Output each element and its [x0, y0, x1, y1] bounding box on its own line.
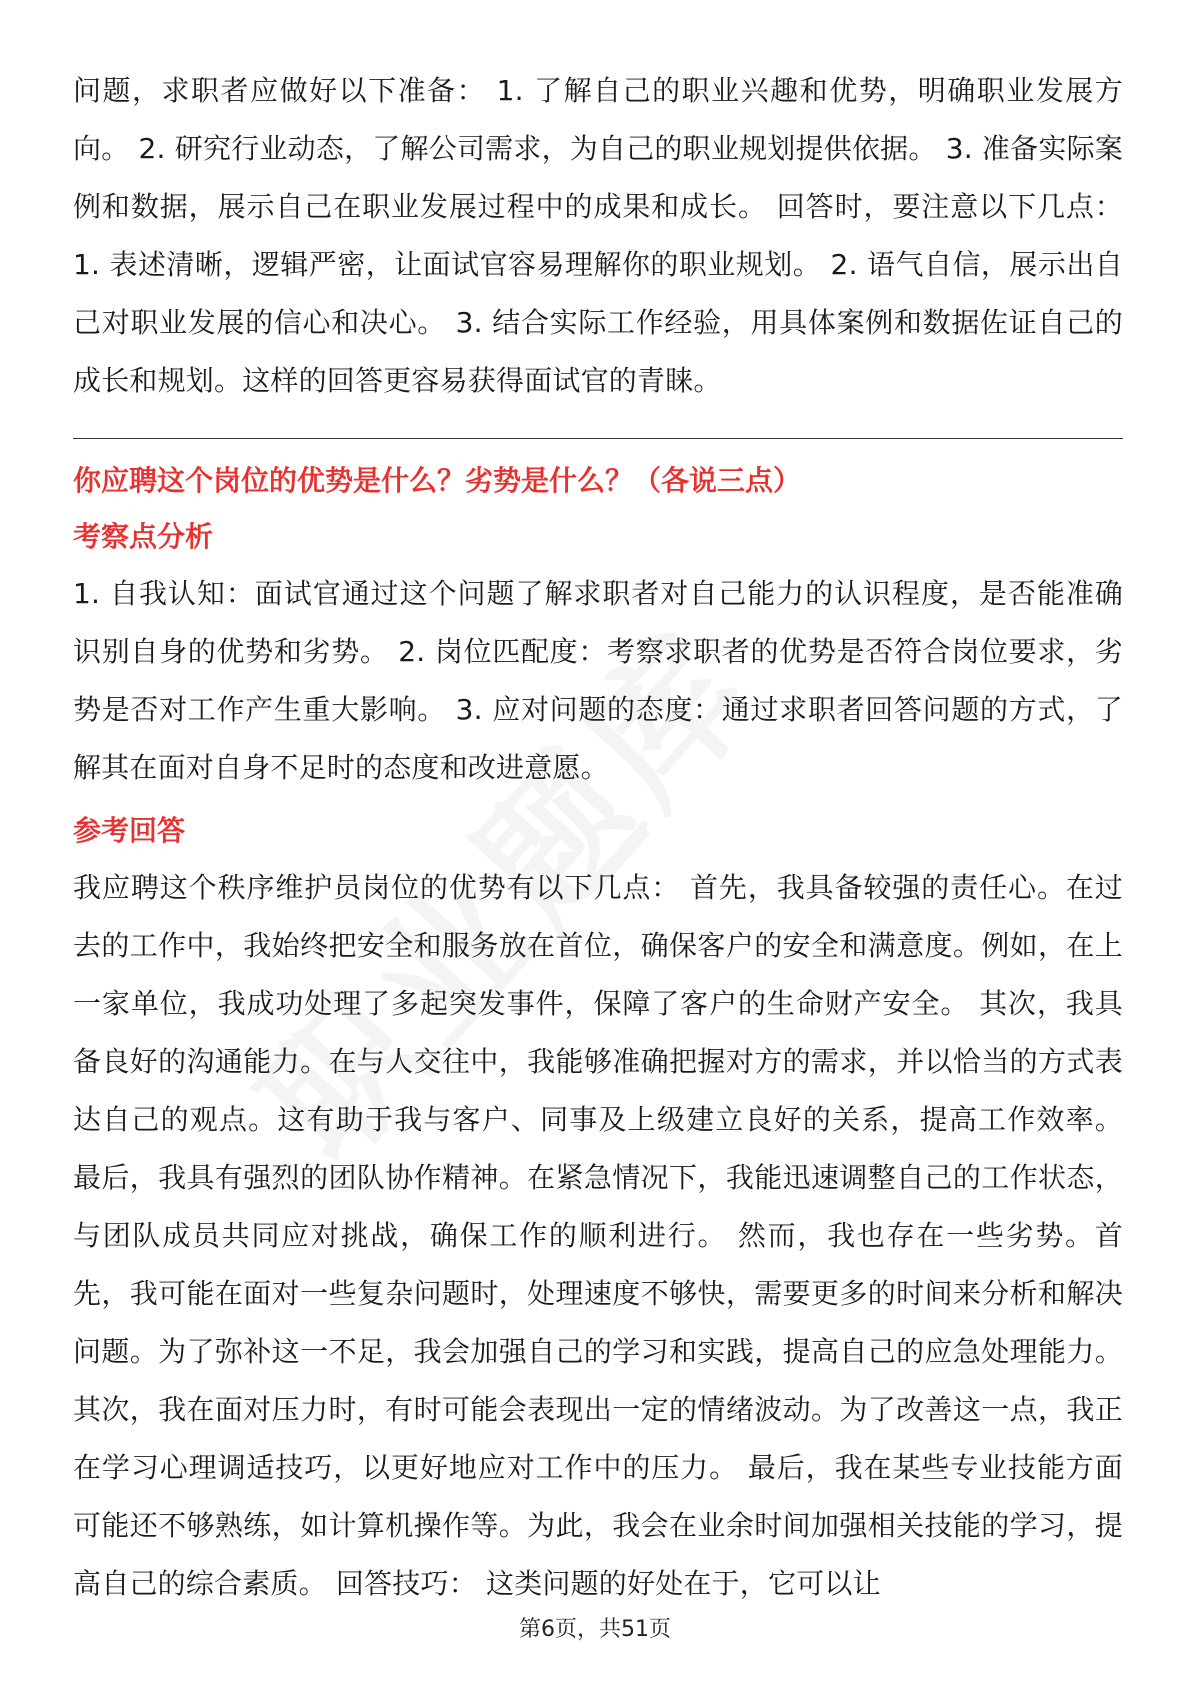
question-title: 你应聘这个岗位的优势是什么？劣势是什么？（各说三点） — [73, 464, 802, 497]
page-number: 第6页，共51页 — [519, 1617, 671, 1642]
document-page — [73, 62, 1123, 1613]
analysis-heading: 考察点分析 — [73, 520, 214, 553]
intro-paragraph: 问题，求职者应做好以下准备： 1. 了解自己的职业兴趣和优势，明确职业发展方向。 2. 研究行业动态，了解公司需求，为自己的职业规划提供依据。 3. 准备实际案例和数据，展示自己在职业发展过程中的成果和成长。 回答时，要注意以下几点： 1. 表述清晰，逻辑严密，让面试官容易理解你的职业规划。 2. 语气自信，展示出自己对职业发展的信心和决心。 3. 结合实际工作经验，用具体案例和数据佐证自己的成长和规划。这样的回答更容易获得面试官的青睐。 — [73, 74, 1123, 397]
section-divider — [73, 438, 1123, 439]
reference-body: 我应聘这个秩序维护员岗位的优势有以下几点： 首先，我具备较强的责任心。在过去的工作中，我始终把安全和服务放在首位，确保客户的安全和满意度。例如，在上一家单位，我成功处理了多起突发事件，保障了客户的生命财产安全。 其次，我具备良好的沟通能力。在与人交往中，我能够准确把握对方的需求，并以恰当的方式表达自己的观点。这有助于我与客户、同事及上级建立良好的关系，提高工作效率。 最后，我具有强烈的团队协作精神。在紧急情况下，我能迅速调整自己的工作状态，与团队成员共同应对挑战，确保工作的顺利进行。 然而，我也存在一些劣势。首先，我可能在面对一些复杂问题时，处理速度不够快，需要更多的时间来分析和解决问题。为了弥补这一不足，我会加强自己的学习和实践，提高自己的应急处理能力。 其次，我在面对压力时，有时可能会表现出一定的情绪波动。为了改善这一点，我正在学习心理调适技巧，以更好地应对工作中的压力。 最后，我在某些专业技能方面可能还不够熟练，如计算机操作等。为此，我会在业余时间加强相关技能的学习，提高自己的综合素质。 回答技巧： 这类问题的好处在于，它可以让 — [73, 871, 1123, 1600]
reference-heading: 参考回答 — [73, 814, 186, 847]
analysis-body: 1. 自我认知：面试官通过这个问题了解求职者对自己能力的认识程度，是否能准确识别自身的优势和劣势。 2. 岗位匹配度：考察求职者的优势是否符合岗位要求，劣势是否对工作产生重大影响。 3. 应对问题的态度：通过求职者回答问题的方式，了解其在面对自身不足时的态度和改进意愿。 — [73, 577, 1123, 784]
